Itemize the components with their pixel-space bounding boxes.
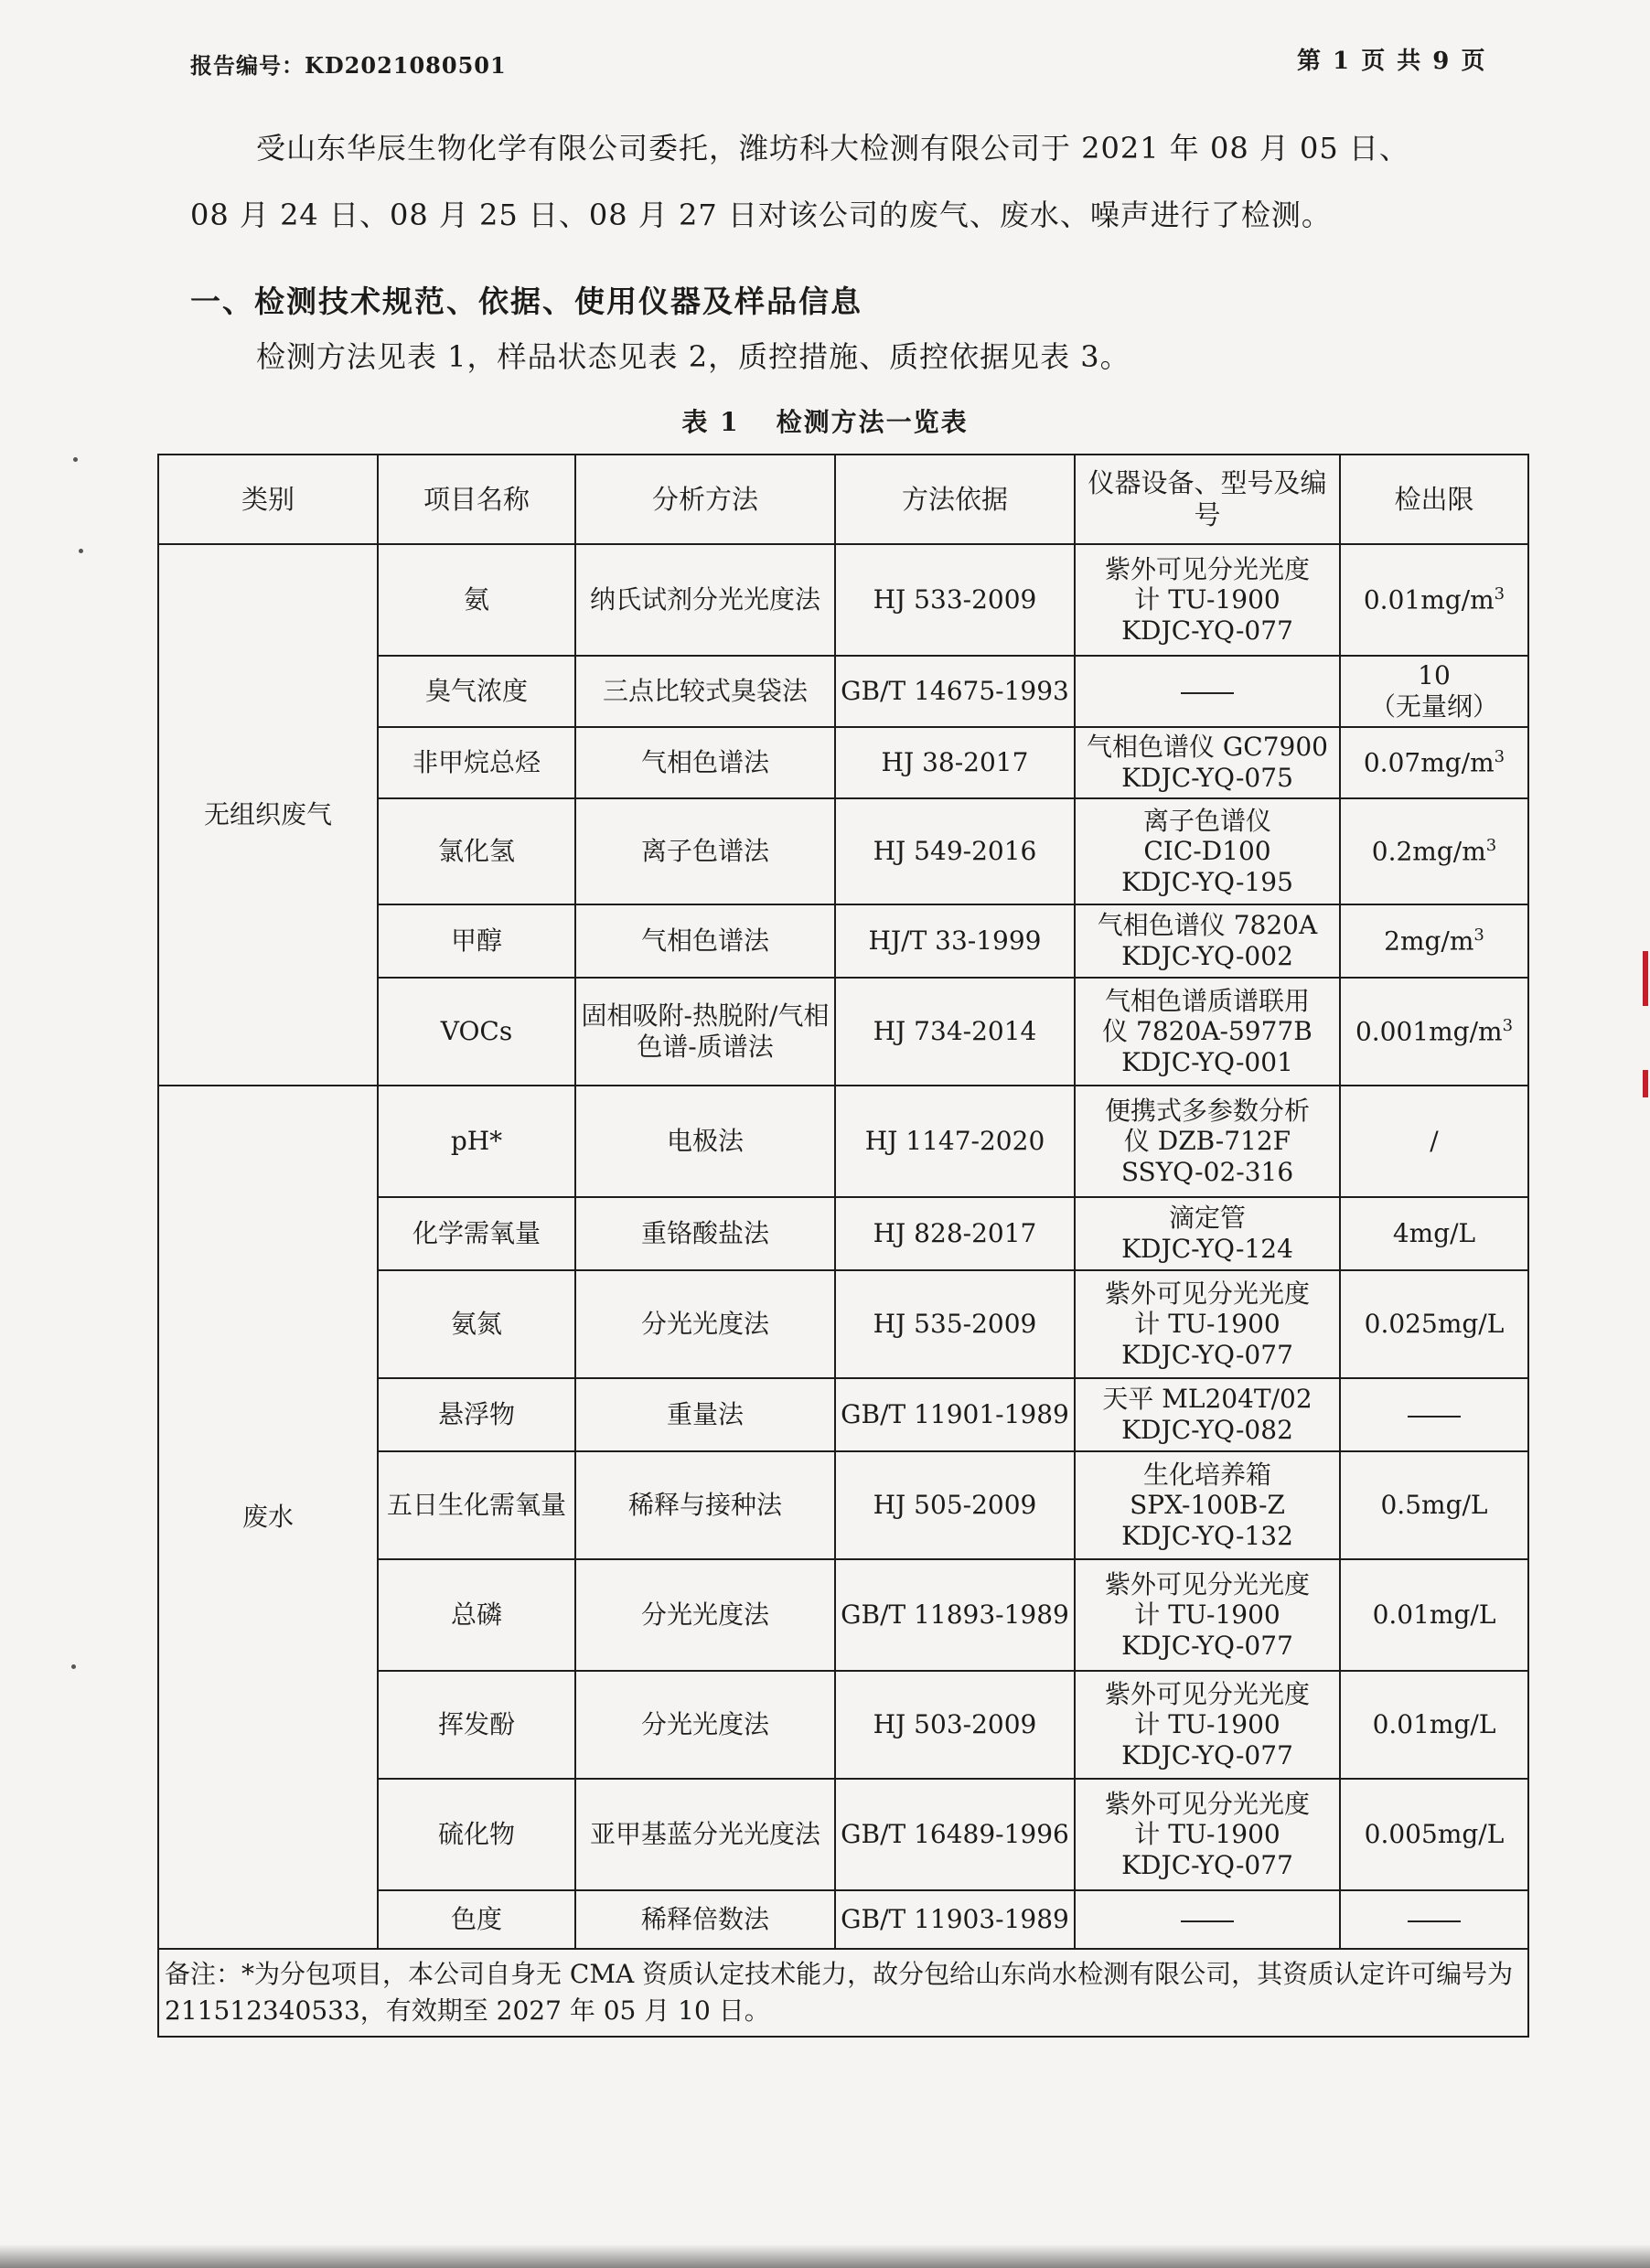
inst-line: 仪 7820A-5977B [1102, 1016, 1312, 1047]
cell-item: 非甲烷总烃 [378, 727, 575, 798]
limit-superscript: 3 [1485, 836, 1497, 856]
cell-item: 化学需氧量 [378, 1197, 575, 1270]
section-heading: 一、检测技术规范、依据、使用仪器及样品信息 [190, 284, 862, 319]
red-edge-mark [1643, 951, 1648, 1006]
cell-item: 氯化氢 [378, 798, 575, 904]
col-header-instrument: 仪器设备、型号及编号 [1075, 455, 1340, 544]
cell-limit [1340, 544, 1528, 656]
cell-method: 纳氏试剂分光光度法 [575, 544, 835, 656]
cell-item: pH* [378, 1086, 575, 1197]
inst-line: KDJC-YQ-077 [1121, 1849, 1293, 1880]
cell-method: 离子色谱法 [575, 798, 835, 904]
cell-limit [1340, 798, 1528, 904]
group-air: 无组织废气 [158, 544, 378, 1086]
cell-limit: 0.01mg/L [1340, 1671, 1528, 1779]
cell-basis: HJ 503-2009 [835, 1671, 1075, 1779]
cell-instrument [1075, 904, 1340, 978]
intro-line-2: 08 月 24 日、08 月 25 日、08 月 27 日对该公司的废气、废水、噪声进行了检测。 [190, 198, 1332, 232]
inst-line: KDJC-YQ-002 [1121, 941, 1293, 971]
cell-item: 甲醇 [378, 904, 575, 978]
cell-method: 气相色谱法 [575, 904, 835, 978]
limit-value: 0.07mg/m [1363, 747, 1495, 778]
cell-instrument [1075, 798, 1340, 904]
inst-line: 仪 DZB-712F [1123, 1126, 1291, 1157]
cell-limit [1340, 1890, 1528, 1949]
inst-line: 紫外可见分光光度 [1104, 1788, 1310, 1819]
cell-method: 亚甲基蓝分光光度法 [575, 1779, 835, 1890]
inst-line: KDJC-YQ-077 [1121, 1339, 1293, 1370]
cell-basis: HJ/T 33-1999 [835, 904, 1075, 978]
cell-basis: GB/T 16489-1996 [835, 1779, 1075, 1890]
inst-line: 计 TU-1900 [1134, 1709, 1280, 1740]
col-header-limit: 检出限 [1340, 455, 1528, 544]
cell-basis: HJ 828-2017 [835, 1197, 1075, 1270]
inst-line: 计 TU-1900 [1134, 1599, 1280, 1631]
cell-limit [1340, 904, 1528, 978]
cell-instrument [1075, 1559, 1340, 1671]
inst-line: 滴定管 [1168, 1203, 1246, 1234]
inst-line: KDJC-YQ-075 [1121, 763, 1293, 793]
limit-value: 2mg/m [1384, 925, 1474, 957]
cell-limit [1340, 978, 1528, 1086]
inst-line: 紫外可见分光光度 [1104, 553, 1310, 584]
cell-item: 硫化物 [378, 1779, 575, 1890]
col-header-basis: 方法依据 [835, 455, 1075, 544]
scan-speck [71, 1664, 76, 1669]
inst-line: 紫外可见分光光度 [1104, 1568, 1310, 1599]
empty-dash [1408, 1416, 1461, 1418]
scan-speck [79, 549, 83, 553]
limit-value: 0.01mg/m [1363, 584, 1495, 615]
cell-item: 五日生化需氧量 [378, 1451, 575, 1559]
page-indicator: 第 1 页 共 9 页 [1297, 48, 1487, 75]
inst-line: KDJC-YQ-195 [1121, 866, 1293, 897]
note-row [158, 1949, 1528, 2037]
cell-basis: GB/T 14675-1993 [835, 656, 1075, 727]
cell-item: 氨氮 [378, 1270, 575, 1378]
cell-method: 电极法 [575, 1086, 835, 1197]
cell-limit: 4mg/L [1340, 1197, 1528, 1270]
cell-limit [1340, 727, 1528, 798]
methods-table [157, 454, 1529, 2038]
cell-basis: GB/T 11901-1989 [835, 1378, 1075, 1451]
inst-line: CIC-D100 [1143, 836, 1271, 867]
inst-line: 离子色谱仪 [1142, 805, 1271, 836]
table-caption [0, 402, 1650, 439]
cell-basis: HJ 505-2009 [835, 1451, 1075, 1559]
cell-method: 重铬酸盐法 [575, 1197, 835, 1270]
inst-line: 天平 ML204T/02 [1102, 1384, 1312, 1415]
cell-limit [1340, 1378, 1528, 1451]
cell-basis: HJ 533-2009 [835, 544, 1075, 656]
inst-line: KDJC-YQ-077 [1121, 615, 1293, 646]
inst-line: KDJC-YQ-077 [1121, 1739, 1293, 1771]
inst-line: KDJC-YQ-077 [1121, 1630, 1293, 1661]
limit-line: （无量纲） [1369, 691, 1498, 722]
limit-value: 0.001mg/m [1355, 1016, 1503, 1047]
empty-dash [1181, 1920, 1234, 1922]
inst-line: KDJC-YQ-082 [1121, 1415, 1293, 1445]
limit-value: 0.2mg/m [1371, 836, 1486, 867]
table-caption-number: 表 1 [681, 407, 740, 437]
inst-line: SSYQ-02-316 [1120, 1156, 1294, 1187]
inst-line: 计 TU-1900 [1134, 584, 1280, 615]
limit-line: 10 [1418, 660, 1451, 691]
inst-line: 计 TU-1900 [1134, 1309, 1280, 1340]
cell-method: 分光光度法 [575, 1559, 835, 1671]
limit-superscript: 3 [1473, 925, 1484, 946]
limit-superscript: 3 [1502, 1016, 1514, 1036]
cell-item: VOCs [378, 978, 575, 1086]
cell-instrument [1075, 1779, 1340, 1890]
cell-instrument [1075, 656, 1340, 727]
inst-line: 气相色谱仪 7820A [1097, 910, 1318, 941]
cell-limit: 0.01mg/L [1340, 1559, 1528, 1671]
cell-method: 三点比较式臭袋法 [575, 656, 835, 727]
cell-limit [1340, 656, 1528, 727]
cell-instrument [1075, 1890, 1340, 1949]
section-paragraph: 检测方法见表 1，样品状态见表 2，质控措施、质控依据见表 3。 [256, 339, 1130, 374]
inst-line: KDJC-YQ-001 [1121, 1046, 1293, 1077]
cell-item: 悬浮物 [378, 1378, 575, 1451]
red-edge-mark [1643, 1070, 1648, 1097]
col-header-category: 类别 [158, 455, 378, 544]
table-note: 备注：*为分包项目，本公司自身无 CMA 资质认定技术能力，故分包给山东尚水检测有限公司，其资质认定许可编号为 211512340533，有效期至 2027 年 05 月 10 日。 [158, 1949, 1528, 2037]
cell-instrument [1075, 978, 1340, 1086]
cell-limit: 0.005mg/L [1340, 1779, 1528, 1890]
cell-limit: 0.025mg/L [1340, 1270, 1528, 1378]
cell-method: 分光光度法 [575, 1270, 835, 1378]
cell-instrument [1075, 1270, 1340, 1378]
group-water: 废水 [158, 1086, 378, 1949]
cell-basis: HJ 734-2014 [835, 978, 1075, 1086]
cell-basis: GB/T 11893-1989 [835, 1559, 1075, 1671]
cell-item: 臭气浓度 [378, 656, 575, 727]
cell-limit: / [1340, 1086, 1528, 1197]
table-row [158, 1086, 1528, 1197]
cell-basis: GB/T 11903-1989 [835, 1890, 1075, 1949]
inst-line: 气相色谱仪 GC7900 [1087, 732, 1328, 763]
cell-instrument [1075, 727, 1340, 798]
cell-basis: HJ 549-2016 [835, 798, 1075, 904]
cell-item: 色度 [378, 1890, 575, 1949]
report-number: 报告编号：KD2021080501 [190, 52, 507, 79]
cell-limit: 0.5mg/L [1340, 1451, 1528, 1559]
inst-line: 气相色谱质谱联用 [1104, 985, 1310, 1016]
table-caption-title: 检测方法一览表 [776, 407, 969, 437]
cell-method: 气相色谱法 [575, 727, 835, 798]
cell-item: 总磷 [378, 1559, 575, 1671]
empty-dash [1408, 1920, 1461, 1922]
cell-instrument [1075, 544, 1340, 656]
col-header-item: 项目名称 [378, 455, 575, 544]
cell-method: 分光光度法 [575, 1671, 835, 1779]
cell-basis: HJ 535-2009 [835, 1270, 1075, 1378]
cell-basis: HJ 1147-2020 [835, 1086, 1075, 1197]
inst-line: 便携式多参数分析 [1104, 1095, 1310, 1126]
inst-line: SPX-100B-Z [1130, 1490, 1285, 1521]
inst-line: 生化培养箱 [1142, 1459, 1271, 1490]
page-bottom-shadow [0, 2244, 1650, 2268]
cell-method: 重量法 [575, 1378, 835, 1451]
table-header-row [158, 455, 1528, 544]
cell-instrument [1075, 1671, 1340, 1779]
cell-instrument [1075, 1451, 1340, 1559]
cell-method: 稀释倍数法 [575, 1890, 835, 1949]
scan-speck [73, 457, 78, 462]
cell-item: 挥发酚 [378, 1671, 575, 1779]
cell-instrument [1075, 1197, 1340, 1270]
inst-line: 计 TU-1900 [1134, 1819, 1280, 1850]
limit-superscript: 3 [1494, 747, 1505, 767]
inst-line: 紫外可见分光光度 [1104, 1278, 1310, 1309]
cell-method: 稀释与接种法 [575, 1451, 835, 1559]
cell-item: 氨 [378, 544, 575, 656]
inst-line: 紫外可见分光光度 [1104, 1678, 1310, 1709]
intro-line-1: 受山东华辰生物化学有限公司委托，潍坊科大检测有限公司于 2021 年 08 月 05 日、 [256, 131, 1409, 166]
cell-instrument [1075, 1086, 1340, 1197]
limit-superscript: 3 [1494, 584, 1505, 604]
cell-instrument [1075, 1378, 1340, 1451]
inst-line: KDJC-YQ-132 [1121, 1520, 1293, 1551]
table-row [158, 544, 1528, 656]
cell-method: 固相吸附-热脱附/气相色谱-质谱法 [575, 978, 835, 1086]
cell-basis: HJ 38-2017 [835, 727, 1075, 798]
col-header-method: 分析方法 [575, 455, 835, 544]
empty-dash [1181, 692, 1234, 694]
inst-line: KDJC-YQ-124 [1121, 1234, 1293, 1264]
